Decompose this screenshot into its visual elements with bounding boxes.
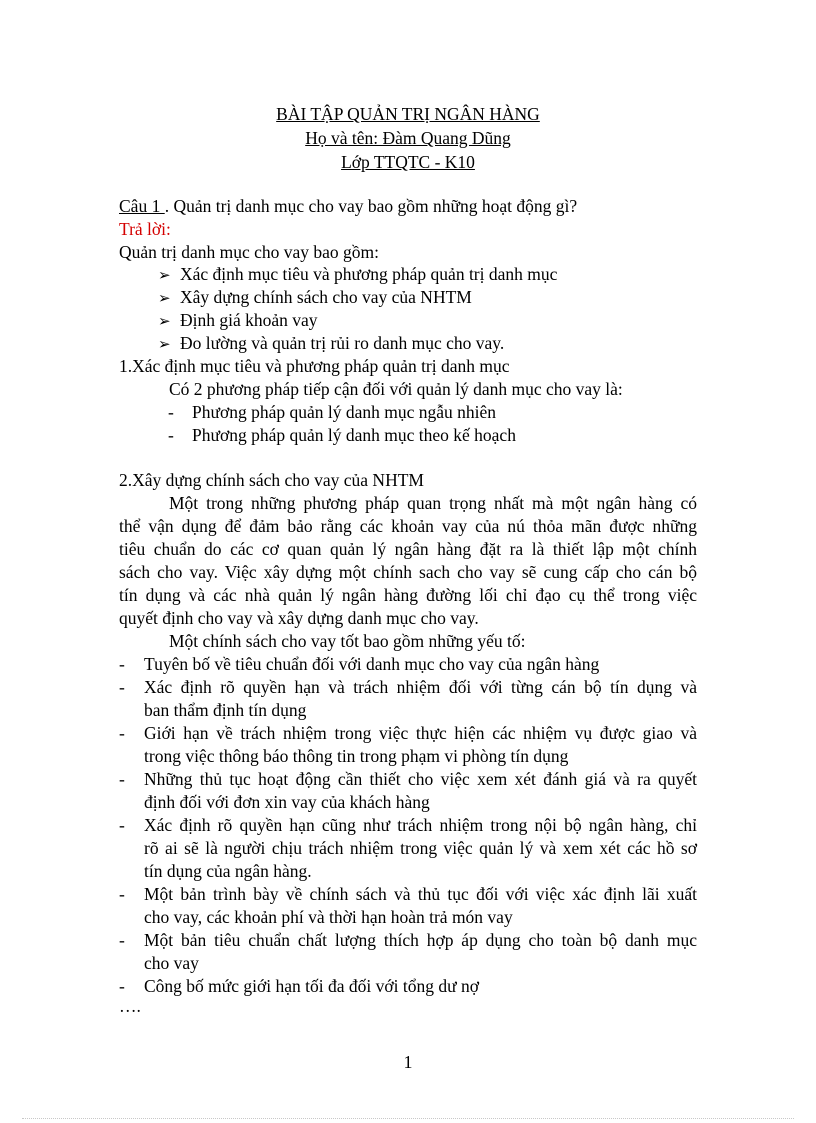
question-line [119, 196, 577, 217]
paragraph-line: thể vận dụng để đảm bảo rằng các khoản vay của nú thỏa mãn được những [119, 516, 697, 536]
answer-label: Trả lời: [119, 219, 171, 239]
arrow-list-item: Định giá khoản vay [180, 310, 318, 330]
section1-item: Phương pháp quản lý danh mục ngẫu nhiên [192, 402, 497, 422]
page-number: 1 [403, 1052, 413, 1072]
section2-subintro: Một chính sách cho vay tốt bao gồm những yếu tố: [169, 631, 526, 651]
list-item-line: Một bản tiêu chuẩn chất lượng thích hợp áp dụng cho toàn bộ danh mục [144, 930, 697, 950]
title-text: BÀI TẬP QUẢN TRỊ NGÂN HÀNG [276, 104, 540, 124]
dash-bullet: - [168, 402, 174, 422]
document-title [0, 104, 816, 125]
list-item-line: định đối với đơn xin vay của khách hàng [144, 792, 430, 812]
list-item-line: Giới hạn về trách nhiệm trong việc thực hiện các nhiệm vụ được giao và [144, 723, 697, 743]
dash-bullet: - [119, 884, 125, 904]
student-name [0, 128, 816, 149]
dash-bullet: - [119, 930, 125, 950]
intro-text: Quản trị danh mục cho vay bao gồm: [119, 242, 380, 262]
dash-bullet: - [119, 677, 125, 697]
ellipsis: …. [119, 996, 141, 1016]
list-item-line: Những thủ tục hoạt động cần thiết cho việc xem xét đánh giá và ra quyết [144, 769, 697, 789]
list-item-line: trong việc thông báo thông tin trong phạm vi phòng tín dụng [144, 746, 569, 766]
list-item-line: Xác định rõ quyền hạn và trách nhiệm đối với từng cán bộ tín dụng và [144, 677, 697, 697]
student-class [0, 152, 816, 173]
student-name-text: Họ và tên: Đàm Quang Dũng [305, 128, 511, 148]
question-text: . Quản trị danh mục cho vay bao gồm những hoạt động gì? [164, 196, 578, 216]
arrow-bullet-icon: ➢ [158, 314, 171, 330]
section1-heading: 1.Xác định mục tiêu và phương pháp quản trị danh mục [119, 356, 510, 376]
dash-bullet: - [119, 723, 125, 743]
list-item-line: rõ ai sẽ là người chịu trách nhiệm trong việc quản lý và xem xét các hồ sơ [144, 838, 697, 858]
dash-bullet: - [119, 769, 125, 789]
paragraph-line: tín dụng và các nhà quản lý ngân hàng đường lối chỉ đạo cụ thể trong việc [119, 585, 697, 605]
list-item-line: Xác định rõ quyền hạn cũng như trách nhiệm trong nội bộ ngân hàng, chỉ [144, 815, 697, 835]
list-item-line: Một bản trình bày về chính sách và thủ tục đối với việc xác định lãi xuất [144, 884, 697, 904]
arrow-list-item: Đo lường và quản trị rủi ro danh mục cho vay. [180, 333, 505, 353]
arrow-bullet-icon: ➢ [158, 337, 171, 353]
arrow-bullet-icon: ➢ [158, 291, 171, 307]
page-bottom-divider [22, 1118, 794, 1119]
section2-heading: 2.Xây dựng chính sách cho vay của NHTM [119, 470, 424, 490]
list-item-line: ban thẩm định tín dụng [144, 700, 307, 720]
list-item-line: cho vay, các khoản phí và thời hạn hoàn trả món vay [144, 907, 513, 927]
dash-bullet: - [119, 976, 125, 996]
list-item-line: Công bố mức giới hạn tối đa đối với tổng dư nợ [144, 976, 479, 996]
question-label: Câu 1 [119, 196, 165, 216]
dash-bullet: - [119, 654, 125, 674]
section1-item: Phương pháp quản lý danh mục theo kế hoạch [192, 425, 516, 445]
dash-bullet: - [168, 425, 174, 445]
arrow-list-item: Xác định mục tiêu và phương pháp quản trị danh mục [180, 264, 558, 284]
student-class-text: Lớp TTQTC - K10 [341, 152, 475, 172]
list-item-line: tín dụng của ngân hàng. [144, 861, 312, 881]
paragraph-line: tiêu chuẩn do các cơ quan quản lý ngân hàng đặt ra là thiết lập một chính [119, 539, 697, 559]
list-item-line: cho vay [144, 953, 199, 973]
paragraph-line: Một trong những phương pháp quan trọng nhất mà một ngân hàng có [169, 493, 697, 513]
dash-bullet: - [119, 815, 125, 835]
section1-intro: Có 2 phương pháp tiếp cận đối với quản lý danh mục cho vay là: [169, 379, 623, 399]
list-item-line: Tuyên bố về tiêu chuẩn đối với danh mục cho vay của ngân hàng [144, 654, 600, 674]
arrow-list-item: Xây dựng chính sách cho vay của NHTM [180, 287, 472, 307]
paragraph-line: quyết định cho vay và xây dựng danh mục cho vay. [119, 608, 479, 628]
paragraph-line: sách cho vay. Việc xây dựng một chính sach cho vay sẽ cung cấp cho cán bộ [119, 562, 697, 582]
arrow-bullet-icon: ➢ [158, 268, 171, 284]
